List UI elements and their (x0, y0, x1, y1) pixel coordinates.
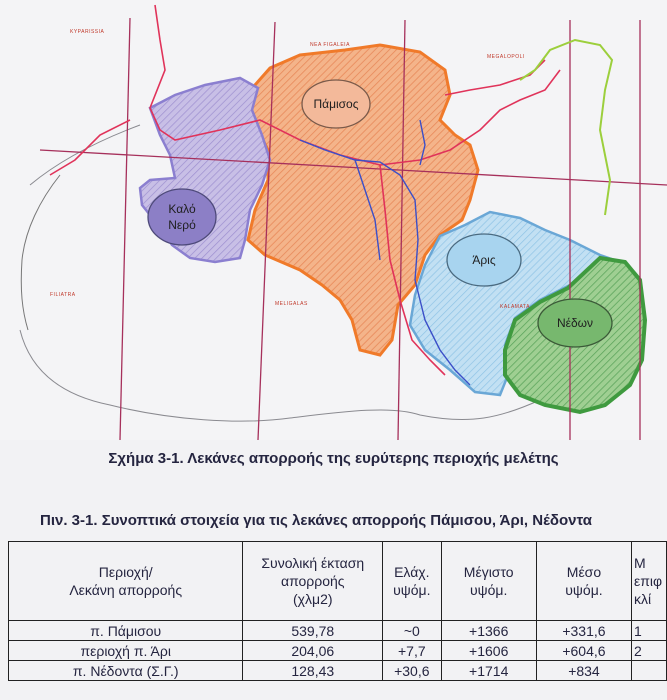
table-row (9, 621, 667, 641)
header-area-line3: (χλμ2) (293, 591, 333, 607)
label-meligalas: MELIGALAS (275, 301, 308, 307)
table-header-row (9, 542, 667, 621)
header-mean-line1: Μέσο (566, 564, 602, 580)
header-mean-elev (536, 542, 631, 621)
cell-slope: 2 (632, 641, 667, 661)
cell-max-elev: +1366 (441, 621, 536, 641)
header-slope-line3: κλί (634, 591, 652, 607)
cell-min-elev: ~0 (383, 621, 441, 641)
basin-stats-table (8, 541, 667, 681)
cell-area: 204,06 (243, 641, 383, 661)
kalo-nero-label-line1: Καλό (168, 202, 196, 216)
cell-area: 128,43 (243, 661, 383, 681)
header-area-line2: απορροής (280, 573, 345, 589)
cell-min-elev: +30,6 (383, 661, 441, 681)
cell-slope: 1 (632, 621, 667, 641)
header-region-line2: Λεκάνη απορροής (69, 582, 183, 598)
table-caption: Πιν. 3-1. Συνοπτικά στοιχεία για τις λεκάνες απορροής Πάμισου, Άρι, Νέδοντα (40, 512, 592, 529)
label-kalamata: KALAMATA (500, 304, 530, 310)
cell-region: π. Πάμισου (9, 621, 243, 641)
header-min-elev (383, 542, 441, 621)
table-row (9, 661, 667, 681)
cell-slope (632, 661, 667, 681)
cell-area: 539,78 (243, 621, 383, 641)
header-min-line2: υψόμ. (393, 582, 431, 598)
label-megalopoli: MEGALOPOLI (487, 54, 525, 60)
header-max-line2: υψόμ. (470, 582, 508, 598)
figure-caption: Σχήμα 3-1. Λεκάνες απορροής της ευρύτερης περιοχής μελέτης (108, 450, 559, 467)
header-mean-line2: υψόμ. (565, 582, 603, 598)
header-area (243, 542, 383, 621)
kalo-nero-label-oval (148, 189, 216, 245)
cell-mean-elev: +331,6 (536, 621, 631, 641)
header-region-line1: Περιοχή/ (98, 564, 153, 580)
cell-region: π. Νέδοντα (Σ.Γ.) (9, 661, 243, 681)
header-max-line1: Μέγιστο (463, 564, 514, 580)
header-slope-line2: επιφ (634, 573, 663, 589)
cell-max-elev: +1714 (441, 661, 536, 681)
label-filiatra: FILIATRA (50, 292, 76, 298)
cell-max-elev: +1606 (441, 641, 536, 661)
header-area-line1: Συνολική έκταση (261, 555, 365, 571)
label-kyparissia: KYPARISSIA (70, 29, 105, 35)
cell-min-elev: +7,7 (383, 641, 441, 661)
header-max-elev (441, 542, 536, 621)
header-slope (632, 542, 667, 621)
kalo-nero-label-line2: Νερό (168, 218, 196, 232)
label-nea-figaleia: NEA FIGALEIA (310, 42, 350, 48)
aris-label: Άρις (472, 253, 496, 267)
header-min-line1: Ελάχ. (394, 564, 430, 580)
nedon-label: Νέδων (556, 316, 594, 330)
header-slope-line1: Μ (634, 555, 646, 571)
table-row (9, 641, 667, 661)
cell-region: περιοχή π. Άρι (9, 641, 243, 661)
cell-mean-elev: +834 (536, 661, 631, 681)
header-region (9, 542, 243, 621)
pamisos-label: Πάμισος (313, 97, 359, 111)
cell-mean-elev: +604,6 (536, 641, 631, 661)
